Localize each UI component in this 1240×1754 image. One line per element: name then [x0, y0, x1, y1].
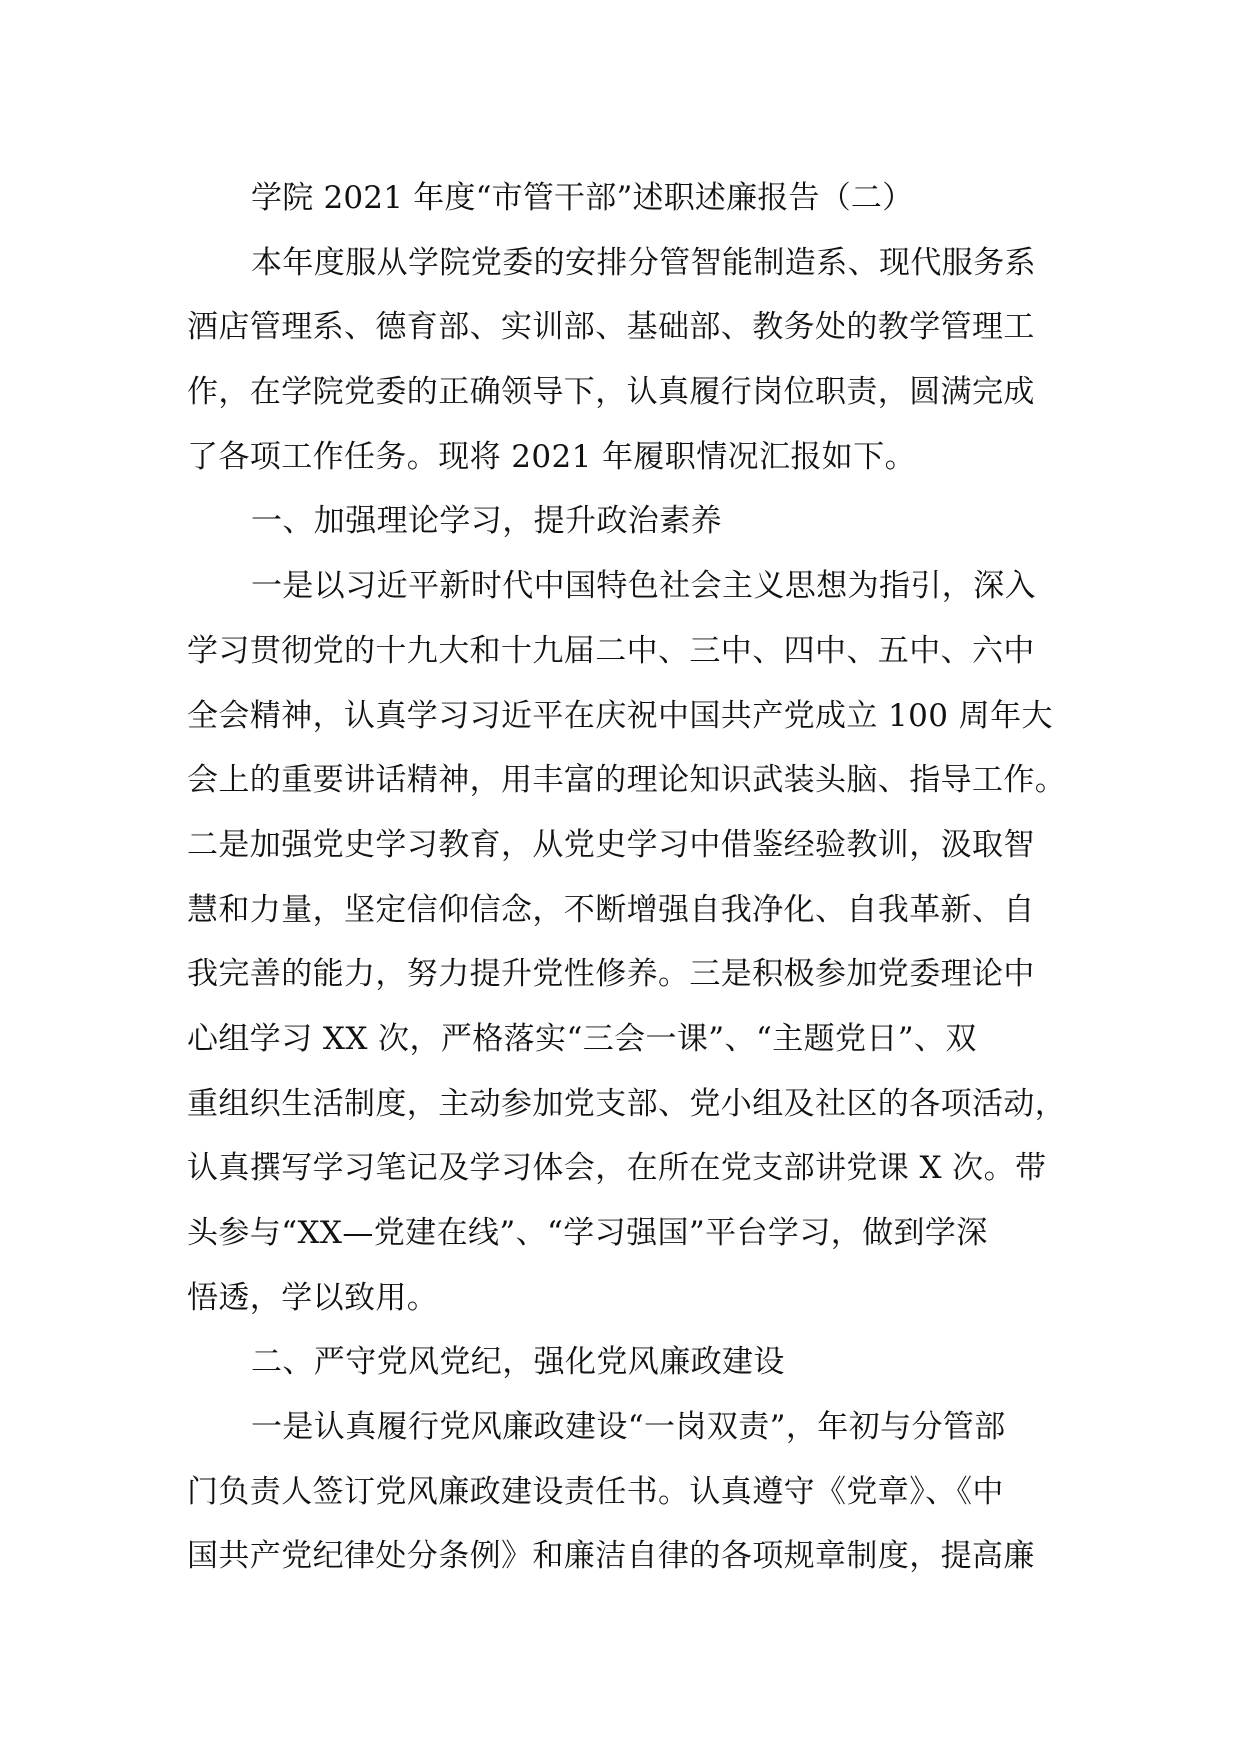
text-line: 门负责人签订党风廉政建设责任书。认真遵守《党章》、《中: [187, 1473, 1004, 1510]
text-line: 一是认真履行党风廉政建设“一岗双责”，年初与分管部: [251, 1409, 1006, 1446]
text-line: 我完善的能力，努力提升党性修养。三是积极参加党委理论中: [187, 956, 1035, 993]
text-line: 重组织生活制度，主动参加党支部、党小组及社区的各项活动，: [187, 1085, 1067, 1122]
text-line: 二、严守党风党纪，强化党风廉政建设: [251, 1344, 785, 1381]
text-line: 头参与“XX—党建在线”、“学习强国”平台学习，做到学深: [187, 1215, 988, 1251]
text-line: 学习贯彻党的十九大和十九届二中、三中、四中、五中、六中: [187, 632, 1035, 669]
text-line: 国共产党纪律处分条例》和廉洁自律的各项规章制度，提高廉: [187, 1538, 1035, 1575]
text-line: 作，在学院党委的正确领导下，认真履行岗位职责，圆满完成: [187, 374, 1035, 411]
text-line: 二是加强党史学习教育，从党史学习中借鉴经验教训，汲取智: [187, 826, 1035, 863]
document-title: 学院 2021 年度“市管干部”述职述廉报告（二）: [251, 180, 914, 216]
text-line: 酒店管理系、德育部、实训部、基础部、教务处的教学管理工: [187, 309, 1035, 346]
text-line: 慧和力量，坚定信仰信念，不断增强自我净化、自我革新、自: [187, 891, 1035, 928]
text-line: 心组学习 XX 次，严格落实“三会一课”、“主题党日”、双: [187, 1020, 977, 1057]
text-line: 认真撰写学习笔记及学习体会，在所在党支部讲党课 X 次。带: [187, 1150, 1047, 1187]
text-lines: [187, 231, 1077, 1589]
text-line: 了各项工作任务。现将 2021 年履职情况汇报如下。: [187, 438, 916, 475]
text-line: 本年度服从学院党委的安排分管智能制造系、现代服务系: [251, 244, 1036, 281]
text-line: 会上的重要讲话精神，用丰富的理论知识武装头脑、指导工作。: [187, 762, 1067, 799]
text-line: 全会精神，认真学习习近平在庆祝中国共产党成立 100 周年大: [187, 697, 1053, 734]
text-line: 悟透，学以致用。: [187, 1279, 439, 1316]
document-body: [187, 166, 1077, 1589]
text-line: 一、加强理论学习，提升政治素养: [251, 503, 722, 540]
text-line: 一是以习近平新时代中国特色社会主义思想为指引，深入: [251, 568, 1036, 605]
